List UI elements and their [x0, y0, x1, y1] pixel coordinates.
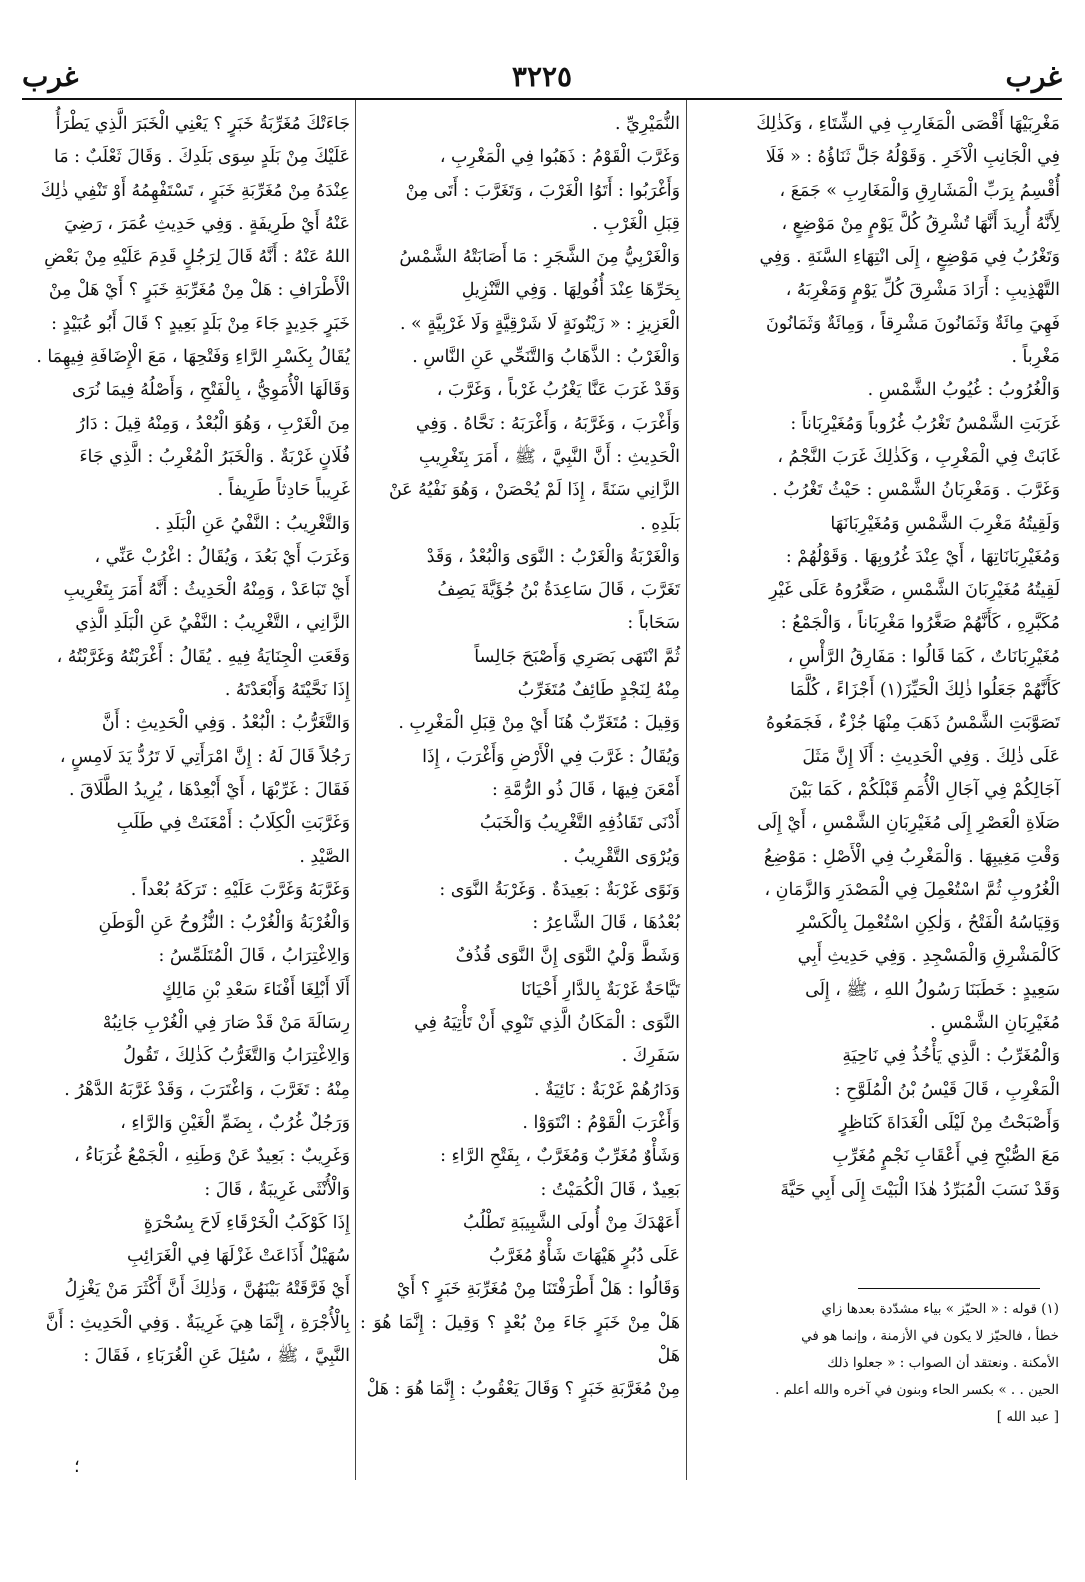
text-line: بُعْدُهَا ، قَالَ الشَّاعِرُ :	[532, 913, 680, 934]
text-column-left	[28, 108, 350, 1373]
text-line: وَقَعَتِ الْجِنَايَةُ فِيهِ . يُقَالُ : أَغْرَبْتُهُ وَغَرَّبْتُهُ ،	[56, 646, 350, 667]
text-line: وَشَأْوٌ مُغَرِّبٌ وَمُغَرَّبٌ ، بِفَتْحِ الرَّاءِ :	[440, 1146, 680, 1167]
text-line: وَالْمُغَرِّبُ : الَّذِي يَأْخُذُ فِي نَاحِيَةِ	[842, 1046, 1060, 1067]
text-line: أَيْ تَبَاعَدْ ، وَمِنْهُ الْحَدِيثُ : أَنَّهُ أَمَرَ بِتَغْرِيبِ	[63, 580, 350, 601]
text-line: وَأَصْبَحْتُ مِنْ لَيْلَى الْغَدَاةَ كَنَاظِرٍ	[839, 1112, 1060, 1133]
text-line: الزَّانِي سَنَةً ، إِذَا لَمْ يُحْصَنْ ، وَهُوَ نَفْيُهُ عَنْ	[388, 480, 680, 501]
page-header	[22, 60, 1062, 96]
text-line: اللهُ عَنْهُ : أَنَّهُ قَالَ لِرَجُلٍ قَدِمَ عَلَيْهِ مِنْ بَعْضِ	[44, 247, 350, 268]
text-line: مِنْ مُغَرَّبَةِ خَبَرٍ ؟ وَقَالَ يَعْقُوبُ : إِنَّمَا هُوَ : هَلْ	[366, 1379, 680, 1400]
header-rule	[22, 98, 1062, 100]
text-line: وَأَغْرَبَ ، وَغَرَّبَهُ ، وَأَغْرَبَهُ : نَحَّاهُ . وَفِي	[415, 413, 680, 434]
text-line: الْعَزِيزِ : « زَيْتُونَةٍ لَا شَرْقِيَّةٍ وَلَا غَرْبِيَّةٍ » .	[400, 313, 680, 334]
text-line: قِبَلِ الْغَرْبِ .	[592, 213, 680, 234]
text-line: فَهِيَ مِائَةٌ وَثَمَانُونَ مَشْرِقاً ، وَمِائَةٌ وَثَمَانُونَ	[766, 313, 1060, 334]
text-line: عِنْدَهُ مِنْ مُغَرِّبَةِ خَبَرٍ ، تَسْتَفْهِمُهُ أَوْ تَنْفِي ذٰلِكَ	[40, 180, 350, 201]
text-line: وَقَدْ نَسَبَ الْمُبَرِّدُ هٰذَا الْبَيْتَ إِلَى أَبِي حَيَّةَ	[780, 1179, 1060, 1200]
text-line: الحين . . » بكسر الحاء وبنون في آخره والله أعلم .	[775, 1382, 1059, 1398]
text-line: وَقَدْ غَرَبَ عَنَّا يَغْرُبُ غَرْباً ، وَغَرَّبَ ،	[436, 380, 680, 401]
text-line: الزَّانِي ، التَّغْرِيبُ : النَّفْيُ عَنِ الْبَلَدِ الَّذِي	[75, 613, 350, 634]
text-line: سَفَرِكَ .	[621, 1046, 680, 1067]
text-line: وَالتَّغَرُّبُ : الْبُعْدُ . وَفِي الْحَدِيثِ : أَنَّ	[101, 713, 350, 734]
text-line: أَعَهْدَكَ مِنْ أُولَى الشَّبِيبَةِ تَطْلُبُ	[462, 1212, 680, 1233]
text-line: وَالِاغْتِرَابُ وَالتَّغَرُّبُ كَذٰلِكَ ، تَقُولُ	[123, 1046, 350, 1067]
text-line: وَيُقَالُ : غَرَّبَ فِي الْأَرْضِ وَأَغْرَبَ ، إِذَا	[422, 746, 680, 767]
text-line: كَأَنَّهُمْ جَعَلُوا ذٰلِكَ الْحَيِّزَ(١) أَجْزَاءً ، كُلَّمَا	[790, 680, 1060, 701]
text-line: وَقْتِ مَغِيبِهَا . وَالْمَغْرِبُ فِي الْأَصْلِ : مَوْضِعُ	[763, 846, 1060, 867]
text-line: عَلَيْكَ مِنْ بَلَدٍ سِوَى بَلَدِكَ . وَقَالَ ثَعْلَبٌ : مَا	[53, 147, 350, 168]
text-line: بَلَدِهِ .	[640, 513, 680, 534]
text-line: الْأَطْرَافِ : هَلْ مِنْ مُغَرِّبَةِ خَبَرٍ ؟ أَيْ هَلْ مِنْ	[48, 280, 350, 301]
text-line: وَأَغْرَبُوا : أَتَوُا الْغَرْبَ ، وَتَغَرَّبَ : أَتَى مِنْ	[405, 180, 680, 201]
page-number: ٣٢٢٥	[511, 60, 573, 93]
text-line: تَغَرَّبَ ، قَالَ سَاعِدَةُ بْنُ جُؤَيَّةَ يَصِفُ	[437, 580, 680, 601]
text-line: وَشَطَّ وَلْيُ النَّوَى إِنَّ النَّوَى قُذُفٌ	[455, 946, 680, 967]
text-line: أَدْنَى تَقَاذُفِهِ التَّغْرِيبُ وَالْخَبَبُ	[479, 813, 680, 834]
text-line: وَيُرْوَى التَّقْرِيبُ .	[562, 846, 680, 867]
page-mark: ؛	[74, 1456, 80, 1477]
text-line: الْمَغْرِبِ ، قَالَ قَيْسُ بْنُ الْمُلَوَّحِ :	[834, 1079, 1060, 1100]
text-line: بِحَرِّهَا عِنْدَ أُفُولِهَا . وَفِي التَّنْزِيلِ	[461, 280, 680, 301]
text-line: وَقَالُوا : هَلْ أَطْرَفْتَنَا مِنْ مُغَرِّبَةِ خَبَرٍ ؟ أَيْ	[396, 1279, 680, 1300]
text-line: وَلَقِيتُهُ مَغْرِبَ الشَّمْسِ وَمُغَيْرِبَانَهَا	[830, 513, 1060, 534]
text-line: سُهَيْلٌ أَذَاعَتْ غَزْلَهَا فِي الْغَرَائِبِ	[127, 1246, 350, 1267]
text-line: وَمُغَيْرِبَانَاتِهَا ، أَيْ عِنْدَ غُرُوبِهَا . وَقَوْلُهُمْ :	[785, 546, 1060, 567]
text-line: وَغَرَّبَ . وَمَغْرِبَانُ الشَّمْسِ : حَيْثُ تَغْرُبُ .	[772, 480, 1060, 501]
text-line: مُكَبَّرِهِ ، كَأَنَّهُمْ صَغَّرُوا مَغْرِبَاناً ، وَالْجَمْعُ :	[780, 613, 1060, 634]
text-line: وَغَرَبَ أَيْ بَعُدَ ، وَيُقَالُ : اغْرُبْ عَنِّي ،	[94, 546, 350, 567]
text-line: إِذَا نَحَّيْتَهُ وَأَبْعَدْتَهُ .	[224, 680, 350, 701]
text-line: فِي الْجَانِبِ الْآخَرِ . وَقَوْلُهُ جَلَّ ثَنَاؤُهُ : « فَلَا	[765, 147, 1060, 168]
text-line: صَلَاةِ الْعَصْرِ إِلَى مُغَيْرِبَانِ الشَّمْسِ ، أَيْ إِلَى	[757, 813, 1060, 834]
text-line: رَجُلاً قَالَ لَهُ : إِنَّ امْرَأَتِي لَا تَرُدُّ يَدَ لَامِسٍ ،	[59, 746, 350, 767]
text-line: تَصَوَّبَتِ الشَّمْسُ ذَهَبَ مِنْهَا جُزْءٌ ، فَجَمَعُوهُ	[766, 713, 1060, 734]
text-line: عَلَى دُبُرٍ هَيْهَاتَ شَأْوٌ مُغَرَّبُ	[489, 1246, 680, 1267]
text-line: وَغَرِيبٌ : بَعِيدٌ عَنْ وَطَنِهِ ، الْجَمْعُ غُرَبَاءُ ،	[73, 1146, 350, 1167]
text-line: وَنَوًى غَرْبَةٌ : بَعِيدَةٌ . وَغَرْبَةُ النَّوَى :	[439, 879, 680, 900]
footnote	[694, 1296, 1059, 1431]
text-line: الْحَدِيثِ : أَنَّ النَّبِيَّ ، ﷺ ، أَمَرَ بِتَغْرِيبِ	[418, 446, 680, 467]
text-line: وَأَغْرَبَ الْقَوْمُ : انْتَوَوْا .	[522, 1112, 680, 1133]
text-line: وَالِاغْتِرَابُ ، قَالَ الْمُتَلَمِّسُ :	[158, 946, 350, 967]
text-line: وَدَارُهُمْ غَرْبَةٌ : نَائِيَةٌ .	[533, 1079, 680, 1100]
text-line: غَرَبَتِ الشَّمْسُ تَغْرُبُ غُرُوباً وَمُغَيْرِبَاناً :	[790, 413, 1060, 434]
text-line: آجَالِكُمْ فِي آجَالِ الْأُمَمِ قَبْلَكُمْ ، كَمَا بَيْنَ	[788, 779, 1060, 800]
text-line: أَيْ فَرَّقَتْهُ بَيْنَهُنَّ ، وَذٰلِكَ أَنَّ أَكْثَرَ مَنْ يَغْزِلُ	[64, 1279, 350, 1300]
text-line: الصَّيْدِ .	[299, 846, 350, 867]
text-line: الأمكنة . ونعتقد أن الصواب : « جعلوا ذلك	[827, 1355, 1059, 1371]
text-line: وَرَجُلٌ غُرُبٌ ، بِضَمِّ الْغَيْنِ وَالرَّاءِ ،	[120, 1112, 350, 1133]
text-line: سَحَاباً :	[627, 613, 680, 634]
text-line: التَّهْذِيبِ : أَرَادَ مَشْرِقَ كُلِّ يَوْمٍ وَمَغْرِبَهُ ،	[785, 280, 1060, 301]
text-line: وَغَرَّبَتِ الْكِلَابُ : أَمْعَنَتْ فِي طَلَبِ	[116, 813, 350, 834]
text-line: لِأَنَّهُ أُرِيدَ أَنَّهَا تُشْرِقُ كُلَّ يَوْمٍ مِنْ مَوْضِعٍ ،	[781, 213, 1060, 234]
text-line: وَغَرَّبَ الْقَوْمُ : ذَهَبُوا فِي الْمَغْرِبِ ،	[439, 147, 680, 168]
text-line: عَنْهُ أَيْ طَرِيفَةٍ . وَفِي حَدِيثِ عُمَرَ ، رَضِيَ	[64, 213, 350, 234]
text-line: ثُمَّ انْتَهَى بَصَرِي وَأَصْبَحَ جَالِساً	[474, 646, 680, 667]
text-line: وَقِيَاسُهُ الْفَتْحُ ، وَلٰكِنِ اسْتُعْمِلَ بِالْكَسْرِ	[797, 913, 1060, 934]
text-line: هَلْ مِنْ خَبَرٍ جَاءَ مِنْ بُعْدٍ ؟ وَقِيلَ : إِنَّمَا هُوَ : هَلْ	[360, 1312, 680, 1366]
text-line: مَغْرِباً .	[1011, 347, 1060, 368]
text-line: (١) قوله : « الحيّز » بياء مشدّدة بعدها زاي	[821, 1301, 1059, 1317]
text-line: جَاءَتْكَ مُغَرِّبَةُ خَبَرٍ ؟ يَعْنِي الْخَبَرَ الَّذِي يَطْرَأُ	[55, 114, 350, 134]
text-line: أَلَا أَبْلِغَا أَفْنَاءَ سَعْدِ بْنِ مَالِكٍ	[161, 979, 350, 1000]
column-divider-right	[686, 100, 687, 1480]
text-line: مُغَيْرِبَانَاتٌ ، كَمَا قَالُوا : مَفَارِقُ الرَّأْسِ ،	[787, 646, 1060, 667]
header-left-headword: غرب	[22, 60, 79, 93]
text-line: مَعَ الصُّبْحِ فِي أَعْقَابِ نَجْمٍ مُغَرِّبِ	[832, 1146, 1060, 1167]
text-line: لَقِيتُهُ مُغَيْرِبَانَ الشَّمْسِ ، صَغَّرُوهُ عَلَى غَيْرِ	[769, 580, 1060, 601]
text-line: بِالْأُجْرَةِ ، إِنَّمَا هِيَ غَرِيبَةٌ . وَفِي الْحَدِيثِ : أَنَّ	[45, 1312, 350, 1333]
text-line: وَالْغَرْبِيُّ مِنَ الشَّجَرِ : مَا أَصَابَتْهُ الشَّمْسُ	[399, 247, 680, 268]
text-line: خطأ ، فالحيّز لا يكون في الأزمنة ، وإنما هو في	[801, 1328, 1059, 1344]
text-line: كَالْمَشْرِقِ وَالْمَسْجِدِ . وَفِي حَدِيثِ أَبِي	[797, 946, 1060, 967]
text-line: وَقَالَهَا الْأُمَوِيُّ ، بِالْفَتْحِ ، وَأَصْلُهُ فِيمَا نُرَى	[72, 380, 350, 401]
text-line: فُلَانٍ غَرْبَةٌ . وَالْخَبَرُ الْمُغْرِبُ : الَّذِي جَاءَ	[79, 446, 350, 467]
text-line: تَيَّاحَةٌ غَرْبَةٌ بِالدَّارِ أَحْيَانَا	[521, 979, 680, 1000]
text-line: وَقِيلَ : مُتَغَرِّبٌ هُنَا أَيْ مِنْ قِبَلِ الْمَغْرِبِ .	[398, 713, 680, 734]
text-column-middle	[360, 108, 680, 1407]
text-line: وَتَغْرُبُ فِي مَوْضِعٍ ، إِلَى انْتِهَاءِ السَّنَةِ . وَفِي	[759, 247, 1060, 268]
text-line: النَّوَى : الْمَكَانُ الَّذِي تَنْوِي أَنْ تَأْتِيَهُ فِي	[414, 1013, 680, 1034]
text-line: رِسَالَةَ مَنْ قَدْ صَارَ فِي الْغُرْبِ جَانِبُهْ	[102, 1013, 350, 1034]
text-line: عَلَى ذٰلِكَ . وَفِي الْحَدِيثِ : أَلَا إِنَّ مَثَلَ	[802, 746, 1060, 767]
header-right-headword: غرب	[1005, 60, 1062, 93]
footnote-rule	[858, 1288, 1040, 1289]
text-line: بَعِيدٌ ، قَالَ الْكُمَيْتُ :	[540, 1179, 680, 1200]
text-line: غَرِيباً حَادِثاً طَرِيفاً .	[217, 480, 350, 501]
text-line: سَعِيدٍ : خَطَبَنَا رَسُولُ اللهِ ، ﷺ ، إِلَى	[805, 979, 1060, 1000]
text-column-right	[690, 108, 1060, 1207]
text-line: مِنَ الْغَرْبِ ، وَهُوَ الْبُعْدُ ، وَمِنْهُ قِيلَ : دَارُ	[76, 413, 350, 434]
text-line: وَغَرَّبَهُ وَغَرَّبَ عَلَيْهِ : تَرَكَهُ بُعْداً .	[130, 879, 350, 900]
text-line: الْغُرُوبِ ثُمَّ اسْتُعْمِلَ فِي الْمَصْدَرِ وَالزَّمَانِ ،	[764, 879, 1060, 900]
text-line: فَقَالَ : غَرِّبْهَا ، أَيْ أَبْعِدْهَا ، يُرِيدُ الطَّلَاقَ .	[68, 779, 350, 800]
text-line: النُّمَيْرِيِّ .	[615, 114, 680, 134]
text-line: يُقَالُ بِكَسْرِ الرَّاءِ وَفَتْحِهَا ، مَعَ الْإِضَافَةِ فِيهِمَا .	[36, 347, 350, 368]
text-line: مُغَيْرِبَانِ الشَّمْسِ .	[930, 1013, 1060, 1034]
column-divider-left	[355, 100, 356, 1480]
text-line: غَابَتْ فِي الْمَغْرِبِ ، وَكَذٰلِكَ غَرَبَ النَّجْمُ ،	[777, 446, 1060, 467]
text-line: وَالْغَرْبَةُ وَالْغَرْبُ : النَّوَى وَالْبُعْدُ ، وَقَدْ	[426, 546, 680, 567]
text-line: وَالْغُرُوبُ : غُيُوبُ الشَّمْسِ .	[867, 380, 1060, 401]
text-line: أَمْعَنَ فِيهَا ، قَالَ ذُو الرُّمَّةِ :	[491, 779, 680, 800]
text-line: النَّبِيَّ ، ﷺ ، سُئِلَ عَنِ الْغُرَبَاءِ ، فَقَالَ :	[83, 1345, 350, 1366]
text-line: وَالْغُرْبَةُ وَالْغُرْبُ : النُّزُوحُ عَنِ الْوَطَنِ	[98, 913, 350, 934]
text-line: مِنْهُ : تَغَرَّبَ ، وَاغْتَرَبَ ، وَقَدْ غَرَّبَهُ الدَّهْرُ .	[64, 1079, 350, 1100]
text-line: مِنْهُ لِنَجْدٍ طَائِفٌ مُتَغَرِّبُ	[517, 680, 680, 701]
text-line: مَغْرِبَيْهَا أَقْصَى الْمَغَارِبِ فِي الشِّتَاءِ ، وَكَذٰلِكَ	[756, 114, 1060, 134]
text-line: وَالْأُنْثَى غَرِيبَةٌ ، قَالَ :	[204, 1179, 350, 1200]
text-line: [ عبد الله ]	[996, 1409, 1059, 1425]
text-line: وَالتَّغْرِيبُ : النَّفْيُ عَنِ الْبَلَدِ .	[154, 513, 350, 534]
text-line: خَبَرٍ جَدِيدٍ جَاءَ مِنْ بَلَدٍ بَعِيدٍ ؟ قَالَ أَبُو عُبَيْدٍ :	[51, 313, 350, 334]
text-line: إِذَا كَوْكَبُ الْخَرْقَاءِ لَاحَ بِسُحْرَةٍ	[143, 1212, 350, 1233]
text-line: أُقْسِمُ بِرَبِّ الْمَشَارِقِ وَالْمَغَارِبِ » جَمَعَ ،	[779, 180, 1060, 201]
text-line: وَالْغَرْبُ : الذَّهَابُ وَالتَّنَحِّي عَنِ النَّاسِ .	[412, 347, 680, 368]
